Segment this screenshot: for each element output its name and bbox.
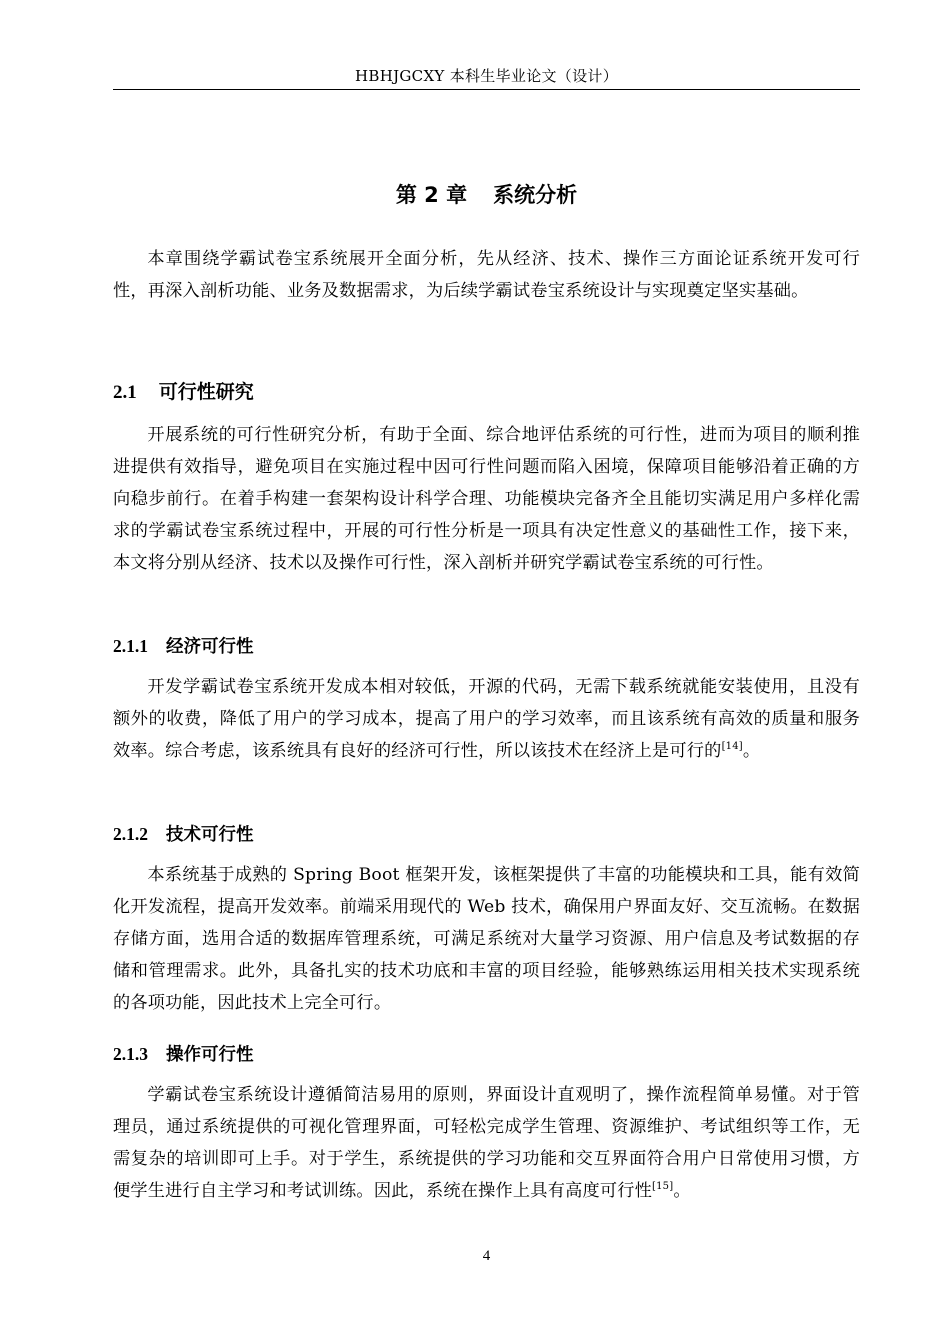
running-header: HBHJGCXY 本科生毕业论文（设计）: [354, 67, 618, 85]
section-number: 2.1.2: [113, 824, 148, 844]
chapter-title: [113, 180, 860, 210]
page-number: 4: [482, 1248, 491, 1264]
citation-15: [15]: [652, 1181, 674, 1192]
section-title: 操作可行性: [166, 1045, 254, 1065]
section-number: 2.1.3: [113, 1044, 148, 1064]
chapter-name: 系统分析: [493, 183, 578, 207]
section-2-1-paragraph: 开展系统的可行性研究分析，有助于全面、综合地评估系统的可行性，进而为项目的顺利推进提供有效指导，避免项目在实施过程中因可行性问题而陷入困境，保障项目能够沿着正确的方向稳步前行。在着手构建一套架构设计科学合理、功能模块完备齐全且能切实满足用户多样化需求的学霸试卷宝系统过程中，开展的可行性分析是一项具有决定性意义的基础性工作，接下来，本文将分别从经济、技术以及操作可行性，深入剖析并研究学霸试卷宝系统的可行性。: [113, 425, 860, 573]
header-rule: [113, 89, 860, 90]
paragraph-text: 开发学霸试卷宝系统开发成本相对较低，开源的代码，无需下载系统就能安装使用，且没有额外的收费，降低了用户的学习成本，提高了用户的学习效率，而且该系统有高效的质量和服务效率。综合考虑，该系统具有良好的经济可行性，所以该技术在经济上是可行的: [113, 677, 860, 761]
section-heading-2-1: [113, 377, 860, 408]
section-number: 2.1: [113, 382, 137, 403]
section-title: 技术可行性: [166, 825, 254, 845]
paragraph-end: 。: [742, 741, 761, 761]
section-heading-2-1-2: [113, 819, 860, 850]
chapter-number: 第 2 章: [395, 183, 468, 207]
paragraph-text: 学霸试卷宝系统设计遵循简洁易用的原则，界面设计直观明了，操作流程简单易懂。对于管理员，通过系统提供的可视化管理界面，可轻松完成学生管理、资源维护、考试组织等工作，无需复杂的培训即可上手。对于学生，系统提供的学习功能和交互界面符合用户日常使用习惯，方便学生进行自主学习和考试训练。因此，系统在操作上具有高度可行性: [113, 1085, 860, 1201]
chapter-intro-paragraph: 本章围绕学霸试卷宝系统展开全面分析，先从经济、技术、操作三方面论证系统开发可行性，再深入剖析功能、业务及数据需求，为后续学霸试卷宝系统设计与实现奠定坚实基础。: [113, 249, 860, 301]
section-2-1-2-paragraph: 本系统基于成熟的 Spring Boot 框架开发，该框架提供了丰富的功能模块和工具，能有效简化开发流程，提高开发效率。前端采用现代的 Web 技术，确保用户界面友好、交互流畅。在数据存储方面，选用合适的数据库管理系统，可满足系统对大量学习资源、用户信息及考试数据的存储和管理需求。此外，具备扎实的技术功底和丰富的项目经验，能够熟练运用相关技术实现系统的各项功能，因此技术上完全可行。: [113, 865, 860, 1013]
section-title: 经济可行性: [166, 637, 254, 657]
section-2-1-3-paragraph: [113, 1079, 860, 1207]
section-2-1-1-paragraph: [113, 671, 860, 767]
section-number: 2.1.1: [113, 636, 148, 656]
paragraph-end: 。: [673, 1181, 691, 1201]
section-heading-2-1-1: [113, 631, 860, 662]
section-title: 可行性研究: [158, 381, 254, 403]
section-heading-2-1-3: [113, 1039, 860, 1070]
citation-14: [14]: [721, 741, 743, 752]
